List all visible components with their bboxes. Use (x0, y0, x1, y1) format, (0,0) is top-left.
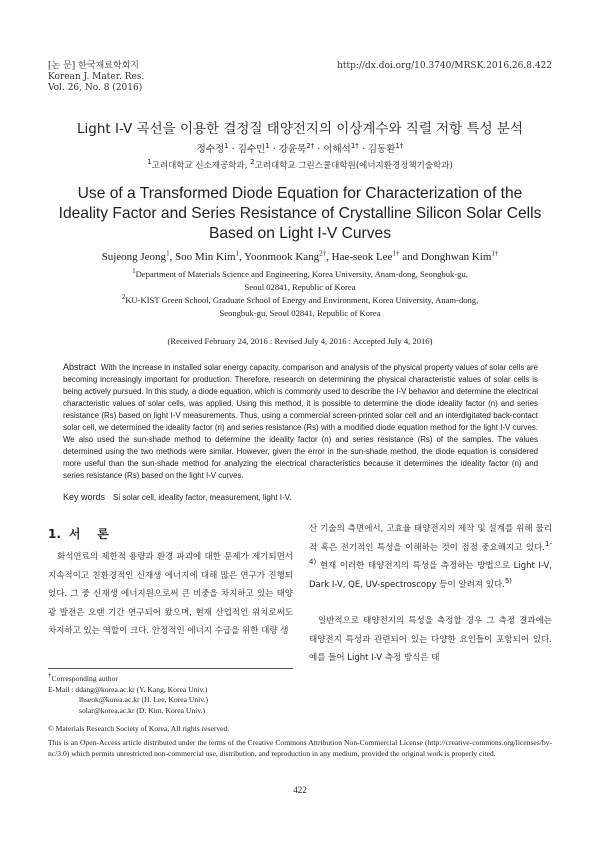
affil-ko-1-num: 1 (147, 158, 152, 167)
affil-en-1 (0, 268, 600, 281)
footnotes (48, 671, 308, 716)
author-ko-2: 김수민 (237, 144, 266, 155)
author-ko-1-affil: 1 (224, 141, 229, 150)
keywords-label: Key words (63, 492, 106, 502)
email-kang[interactable]: ddang@korea.ac.kr (Y. Kang, Korea Univ.) (75, 684, 208, 694)
corresponding-label: Corresponding author (51, 674, 118, 683)
intro-paragraph-left: 화석연료의 제한적 용량과 환경 파괴에 대한 문제가 제기되면서 지속적이고 친환경적인 신재생 에너지에 대해 많은 연구가 진행되었다. 그 중 신재생 에너지원으로써 큰 비중을 차지하고 있는 태양광 발전은 오랜 기간 연구되어 왔으며, 현재 산업적인 위치로써도 차지하고 있는 역할이 크다. 안정적인 에너지 수급을 위한 대량 생 (48, 552, 293, 636)
author-en-4: , Hae-seok Lee (326, 251, 393, 263)
email-label: E-Mail : (48, 684, 76, 694)
journal-volume: Vol. 26, No. 8 (2016) (48, 83, 143, 93)
dagger-mark: † (48, 671, 52, 680)
keywords-text: Si solar cell, ideality factor, measurement, light I-V. (113, 493, 292, 502)
english-title (0, 184, 600, 244)
author-ko-4-affil: 1† (350, 141, 359, 150)
author-separator: · (228, 144, 238, 155)
author-en-3: , Yoonmook Kang (239, 251, 320, 263)
affil-ko-1: 고려대학교 신소재공학과, (151, 161, 251, 171)
affil-ko-2: 고려대학교 그린스쿨대학원(에너지환경정책기술학과) (254, 161, 453, 171)
author-ko-4: 이해석 (323, 144, 351, 155)
journal-korean-name: [논 문] 한국재료학회지 (48, 61, 139, 71)
author-ko-3: 강윤묵 (278, 144, 307, 155)
author-ko-3-affil: 2† (306, 141, 315, 150)
author-ko-1: 정수정 (196, 144, 225, 155)
doi-link[interactable]: http://dx.doi.org/10.3740/MRSK.2016.26.8.422 (337, 61, 552, 71)
english-title-line-2: Ideality Factor and Series Resistance of Crystalline Silicon Solar Cells (58, 205, 542, 222)
author-ko-2-affil: 1 (265, 141, 270, 150)
author-en-5: and Donghwan Kim (399, 251, 492, 263)
right-par1b-ref: 5) (504, 576, 513, 585)
email-line-1 (48, 685, 308, 696)
english-authors (0, 250, 600, 264)
abstract-label: Abstract (63, 362, 97, 372)
keywords-block (63, 491, 538, 504)
author-ko-5: 김동환 (367, 144, 396, 155)
author-en-4-affil: 1† (392, 249, 400, 258)
received-dates: (Received February 24, 2016 : Revised July 4, 2016 : Accepted July 4, 2016) (167, 336, 433, 346)
email-lee[interactable]: lhseok@korea.ac.kr (H. Lee, Korea Univ.) (79, 695, 209, 704)
author-ko-5-affil: 1† (395, 141, 404, 150)
author-en-5-affil: 1† (491, 249, 499, 258)
affil-en-1-line-2: Seoul 02841, Republic of Korea (244, 282, 356, 292)
section-title: 서 론 (68, 527, 109, 541)
right-par1-ref: 1-4) (309, 539, 552, 567)
english-title-line-3: Based on Light I-V Curves (208, 225, 392, 242)
affil-en-1-num: 1 (132, 267, 136, 276)
affil-en-2 (0, 294, 600, 307)
abstract-text: With the increase in installed solar energy capacity, comparison and analysis of the physical property values of solar cells are becoming increasingly important for production. Therefore, research on determining the physical characteristic values of solar cells is being actively pursued. In this study, a diode equation, which is commonly used to describe the I-V behavior and determine the electrical characteristic values of solar cells, was applied. Using this method, it is possible to determine the diode ideality factor (n) and series resistance (Rs) based on light I-V measurements. Thus, using a commercial screen-printed solar cell and an interdigitated back-contact solar cell, we determined the ideality factor (n) and series resistance (Rs) with a modified diode equation method for the light I-V curves. We also used the sun-shade method to determine the ideality factor (n) and series resistance (Rs) of the samples. The values determined using the two methods were similar. However, given the error in the sun-shade method, the diode equation is considered more useful than the sun-shade method for analyzing the electrical characteristics because it determines the ideality factor (n) and series resistance (Rs) based on the light I-V curves. (63, 363, 538, 480)
korean-affiliations (0, 160, 600, 172)
footnote-rule (48, 668, 293, 669)
english-affiliations (0, 268, 600, 320)
email-kim[interactable]: solar@korea.ac.kr (D. Kim, Korea Univ.) (79, 705, 206, 715)
author-en-3-affil: 2† (319, 249, 327, 258)
author-en-1-affil: 1 (166, 249, 170, 258)
intro-paragraph-right-1 (309, 520, 552, 594)
journal-english-name: Korean J. Mater. Res. (48, 72, 145, 82)
running-header-left (48, 61, 144, 94)
author-en-2: , Soo Min Kim (169, 251, 236, 263)
author-separator: · (269, 144, 279, 155)
author-separator: · (358, 144, 368, 155)
korean-title: Light I-V 곡선을 이용한 결정질 태양전지의 이상계수와 직렬 저항 특성 분석 (76, 121, 523, 137)
affil-en-2-line-1: KU-KIST Green School, Graduate School of Energy and Environment, Korea University, Anam-dong, (125, 295, 479, 305)
section-number: 1. (48, 527, 61, 541)
intro-paragraph-right-2: 일반적으로 태양전지의 특성을 측정할 경우 그 측정 결과에는 태양전지 특성과 관련되어 있는 다양한 요인들이 포함되어 있다. 예를 들어 Light I-V 측정 방식은 태 (309, 616, 552, 663)
corresponding-author (48, 671, 308, 685)
affil-en-2-num: 2 (121, 293, 126, 302)
affil-ko-2-num: 2 (250, 158, 255, 167)
english-title-line-1: Use of a Transformed Diode Equation for Characterization of the (77, 185, 523, 202)
affil-en-1-line-1: Department of Materials Science and Engineering, Korea University, Anam-dong, Seongbuk-gu, (135, 269, 468, 279)
affil-en-2-line-2: Seongbuk-gu, Seoul 02841, Republic of Korea (219, 308, 381, 318)
section-heading (48, 525, 109, 542)
page-number: 422 (293, 785, 307, 795)
author-separator: · (314, 144, 324, 155)
license-text: This is an Open-Access article distributed under the terms of the Creative Commons Attribution Non-Commercial License (http://creative-commons.org/licenses/by-nc/3.0) which permits unrestricted non-commercial use, distribution, and reproduction in any medium, provided the original work is properly cited. (48, 738, 552, 758)
author-en-1: Sujeong Jeong (101, 251, 167, 263)
korean-authors (0, 143, 600, 156)
abstract-block (63, 361, 538, 482)
copyright-notice: © Materials Research Society of Korea, All rights reserved. (48, 724, 230, 733)
author-en-2-affil: 1 (235, 249, 240, 258)
right-par1-text: 산 기술의 측면에서, 고효율 태양전지의 제작 및 설계를 위해 물리적 혹은 전기적인 특성을 이해하는 것이 점점 중요해지고 있다. (309, 524, 552, 553)
right-par1b-text: 현재 이러한 태양전지의 특성을 측정하는 방법으로 Light I-V, Dark I-V, QE, UV-spectroscopy 등이 알려져 있다. (309, 561, 552, 590)
